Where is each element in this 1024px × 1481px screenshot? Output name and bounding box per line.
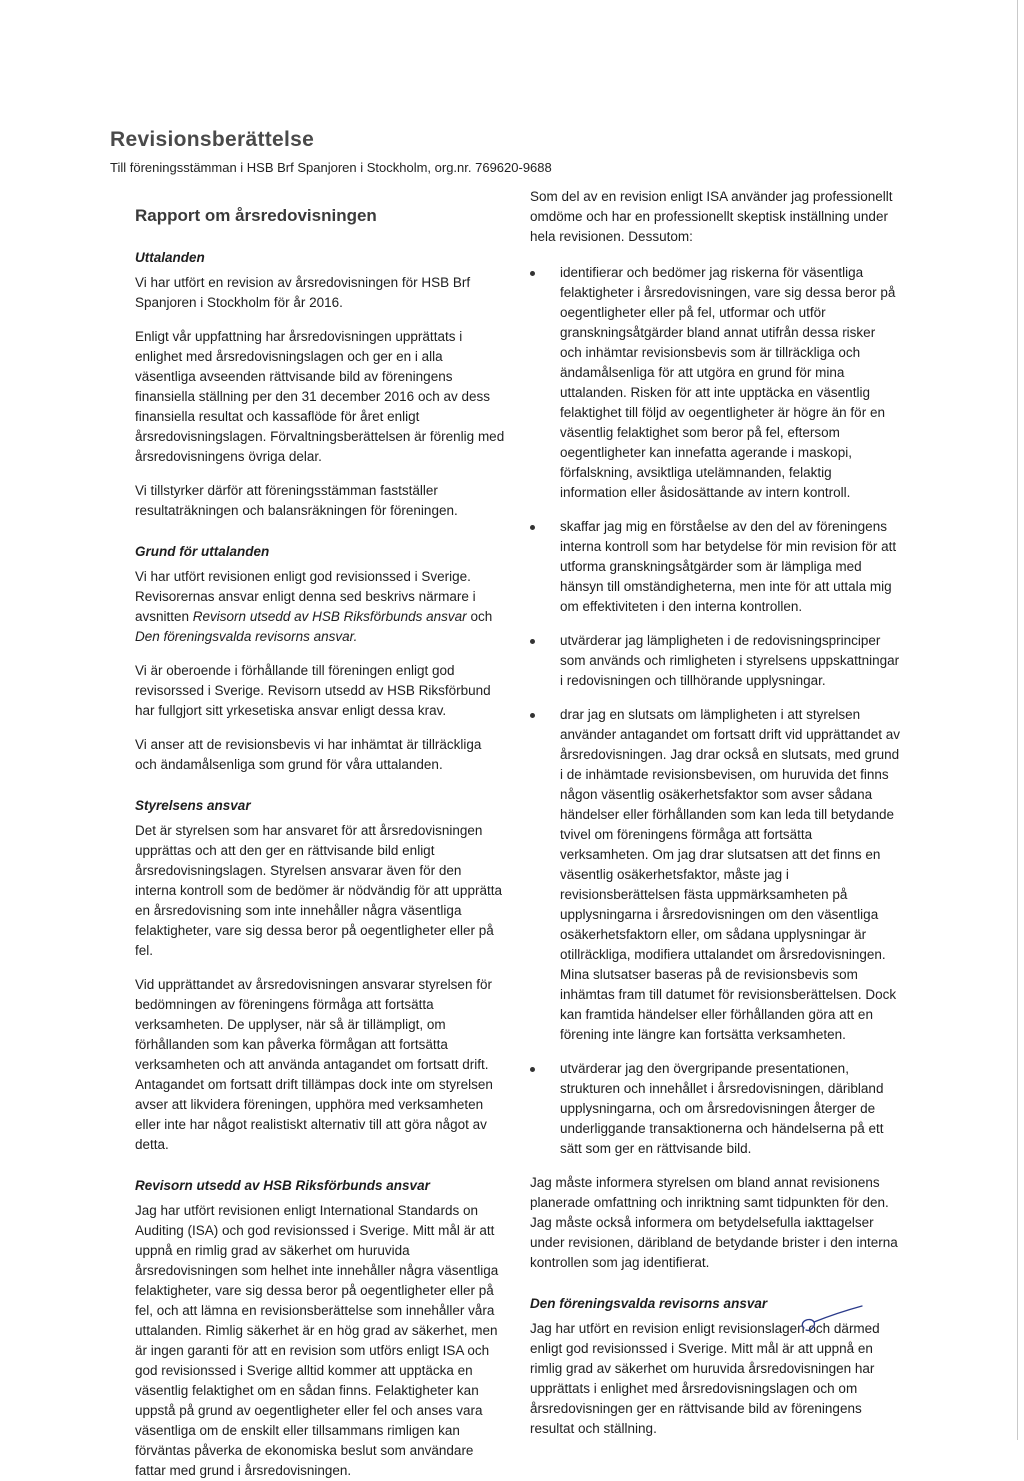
bullet-icon <box>530 525 535 530</box>
bullet-icon <box>530 713 535 718</box>
list-item-text: identifierar och bedömer jag riskerna för väsentliga felaktigheter i årsredovisningen, vare sig dessa beror på oegentligheter eller på fel, utformar och utför granskningsåtgärder bland annat utifrån dessa risker och inhämtar revisionsbevis som är tillräckliga och ändamålsenliga för att utgöra en grund för mina uttalanden. Risken för att inte upptäcka en väsentlig felaktighet till följd av oegentligheter är högre än för en väsentlig felaktighet som beror på fel, eftersom oegentligheter kan innefatta agerande i maskopi, förfalskning, avsiktliga utelämnanden, felaktig information eller åsidosättande av intern kontroll. <box>560 265 896 500</box>
left-column <box>135 205 505 1481</box>
right-column <box>530 187 900 1439</box>
paragraph: Vi tillstyrker därför att föreningsstämman fastställer resultaträkningen och balansräkningen för föreningen. <box>135 483 458 518</box>
section-title-rapport: Rapport om årsredovisningen <box>135 206 377 225</box>
list-item-text: utvärderar jag lämpligheten i de redovisningsprinciper som används och rimligheten i styrelsens uppskattningar i redovisningen och tillhörande upplysningar. <box>560 633 900 688</box>
list-item <box>530 263 900 503</box>
list-item <box>530 1059 900 1159</box>
paragraph: Vi har utfört en revision av årsredovisningen för HSB Brf Spanjoren i Stockholm för år 2016. <box>135 275 471 310</box>
paragraph-grund <box>135 567 505 647</box>
bullet-icon <box>530 639 535 644</box>
list-item <box>530 631 900 691</box>
paragraph: Jag har utfört en revision enligt revisionslagen och därmed enligt god revisionssed i Sverige. Mitt mål är att uppnå en rimlig grad av säkerhet om huruvida årsredovisningen har upprättats i enlighet med årsredovisningslagen och om årsredovisningen ger en rättvisande bild av föreningens resultat och ställning. <box>530 1321 880 1436</box>
heading-revisorn: Revisorn utsedd av HSB Riksförbunds ansvar <box>135 1178 430 1193</box>
document-title: Revisionsberättelse <box>110 128 315 151</box>
paragraph: Enligt vår uppfattning har årsredovisningen upprättats i enlighet med årsredovisningslagen och ger en i alla väsentliga avseenden rättvisande bild av föreningens finansiella ställning per den 31 december 2016 och av dess finansiella resultat och kassaflöde för året enligt årsredovisningslagen. Förvaltningsberättelsen är förenlig med årsredovisningens övriga delar. <box>135 329 505 464</box>
list-item-text: drar jag en slutsats om lämpligheten i att styrelsen använder antagandet om fortsatt drift vid upprättandet av årsredovisningen. Jag drar också en slutsats, med grund i de inhämtade revisionsbevisen, om huruvida det finns någon väsentlig osäkerhetsfaktor som avser sådana händelser eller förhållanden som kan leda till betydande tvivel om föreningens förmåga att fortsätta verksamheten. Om jag drar slutsatsen att det finns en väsentlig osäkerhetsfaktor, måste jag i revisionsberättelsen fästa uppmärksamheten på upplysningarna i årsredovisningen om den väsentliga osäkerhetsfaktorn eller, om sådana upplysningar är otillräckliga, modifiera uttalandet om årsredovisningen. Mina slutsatser baseras på de revisionsbevis som inhämtas fram till datumet för revisionsberättelsen. Dock kan framtida händelser eller förhållanden göra att en förening inte längre kan fortsätta verksamheten. <box>560 707 900 1042</box>
paragraph: Jag måste informera styrelsen om bland annat revisionens planerade omfattning och inriktning samt tidpunkten för den. Jag måste också informera om betydelsefulla iakttagelser under revisionen, däribland de betydande brister i den interna kontrollen som jag identifierat. <box>530 1175 898 1270</box>
list-item <box>530 517 900 617</box>
document-subtitle: Till föreningsstämman i HSB Brf Spanjoren i Stockholm, org.nr. 769620-9688 <box>110 160 552 175</box>
scan-edge-line <box>1017 0 1018 1440</box>
bullet-icon <box>530 1067 535 1072</box>
italic-reference: Den föreningsvalda revisorns ansvar. <box>135 629 358 644</box>
heading-foreningsvalda: Den föreningsvalda revisorns ansvar <box>530 1296 768 1311</box>
paragraph: Vi anser att de revisionsbevis vi har inhämtat är tillräckliga och ändamålsenliga som grund för våra uttalanden. <box>135 737 482 772</box>
paragraph: Det är styrelsen som har ansvaret för att årsredovisningen upprättas och att den ger en rättvisande bild enligt årsredovisningslagen. Styrelsen ansvarar även för den interna kontroll som de bedömer är nödvändig för att upprätta en årsredovisning som inte innehåller några väsentliga felaktigheter, vare sig dessa beror på oegentligheter eller på fel. <box>135 823 502 958</box>
paragraph: Vid upprättandet av årsredovisningen ansvarar styrelsen för bedömningen av föreningens förmåga att fortsätta verksamheten. De upplyser, när så är tillämpligt, om förhållanden som kan påverka förmågan att fortsätta verksamheten och att använda antagandet om fortsatt drift. Antagandet om fortsatt drift tillämpas dock inte om styrelsen avser att likvidera föreningen, upphöra med verksamheten eller inte har något realistiskt alternativ till att göra något av detta. <box>135 977 493 1152</box>
list-item <box>530 705 900 1045</box>
text-run: och <box>466 609 493 624</box>
bullet-list <box>530 263 900 1159</box>
list-item-text: utvärderar jag den övergripande presentationen, strukturen och innehållet i årsredovisningen, däribland upplysningarna, och om årsredovisningen återger de underliggande transaktionerna och händelserna på ett sätt som ger en rättvisande bild. <box>560 1061 884 1156</box>
paragraph-intro: Som del av en revision enligt ISA använder jag professionellt omdöme och har en professionellt skeptisk inställning under hela revisionen. Dessutom: <box>530 189 893 244</box>
heading-uttalanden: Uttalanden <box>135 250 205 265</box>
text-run: Vi har utfört revisionen enligt god revisionssed i Sverige. Revisorernas ansvar enligt denna sed beskrivs närmare i avsnitten <box>135 569 476 624</box>
initials-signature-icon <box>790 1302 870 1342</box>
heading-grund: Grund för uttalanden <box>135 544 270 559</box>
heading-styrelsen: Styrelsens ansvar <box>135 798 251 813</box>
list-item-text: skaffar jag mig en förståelse av den del av föreningens interna kontroll som har betydelse för min revision för att utforma granskningsåtgärder som är lämpliga med hänsyn till omständigheterna, men inte för att uttala mig om effektiviteten i den interna kontrollen. <box>560 519 897 614</box>
paragraph: Vi är oberoende i förhållande till föreningen enligt god revisorssed i Sverige. Revisorn utsedd av HSB Riksförbund har fullgjort sitt yrkesetiska ansvar enligt dessa krav. <box>135 663 491 718</box>
paragraph: Jag har utfört revisionen enligt International Standards on Auditing (ISA) och god revisionssed i Sverige. Mitt mål är att uppnå en rimlig grad av säkerhet om huruvida årsredovisningen som helhet inte innehåller några väsentliga felaktigheter, vare sig dessa beror på oegentligheter eller på fel, och att lämna en revisionsberättelse som innehåller våra uttalanden. Rimlig säkerhet är en hög grad av säkerhet, men är ingen garanti för att en revision som utförs enligt ISA och god revisionssed i Sverige alltid kommer att upptäcka en väsentlig felaktighet om en sådan finns. Felaktigheter kan uppstå på grund av oegentligheter eller fel och anses vara väsentliga om de enskilt eller tillsammans rimligen kan förväntas påverka de ekonomiska beslut som användare fattar med grund i årsredovisningen. <box>135 1203 499 1478</box>
bullet-icon <box>530 271 535 276</box>
italic-reference: Revisorn utsedd av HSB Riksförbunds ansvar <box>192 609 467 624</box>
